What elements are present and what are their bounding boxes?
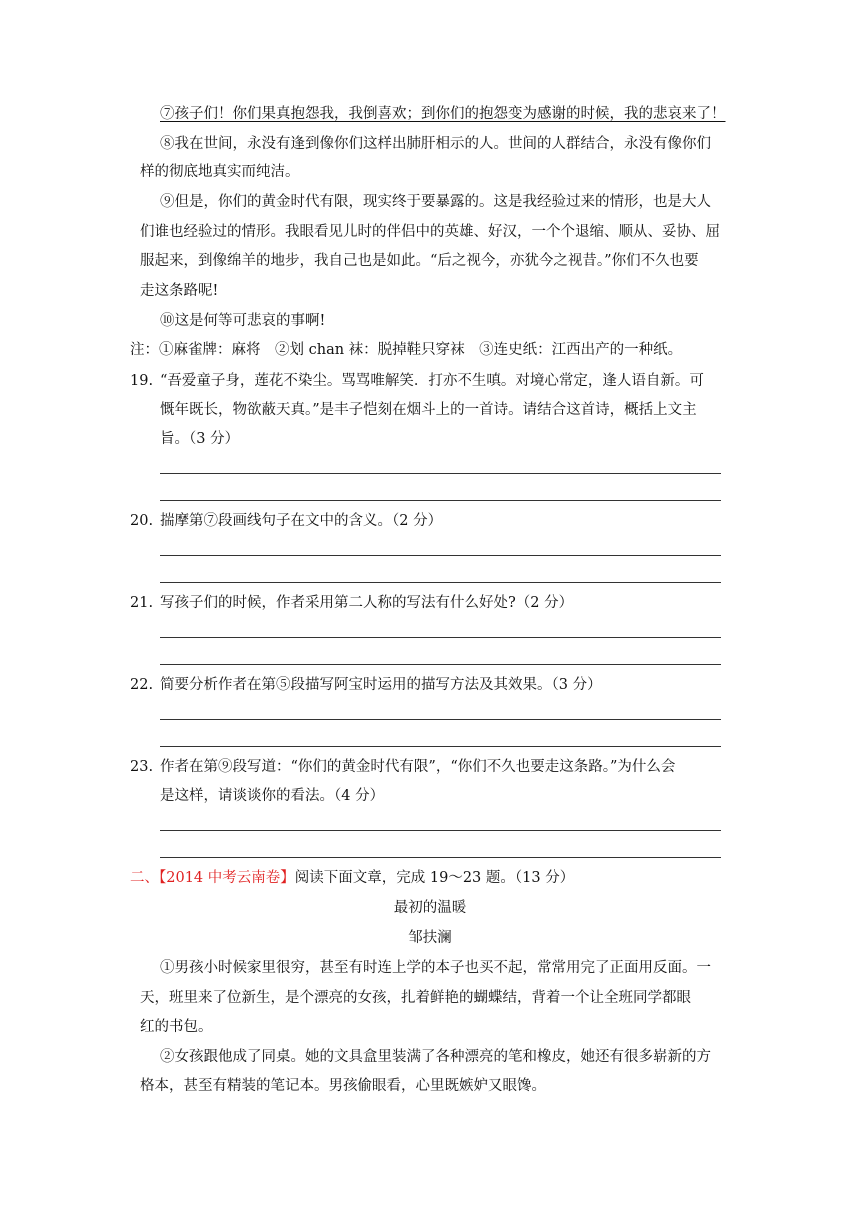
article-paragraph-2-line-1: ②女孩跟他成了同桌。她的文具盒里装满了各种漂亮的笔和橡皮，她还有很多崭新的方 — [160, 1049, 711, 1065]
paragraph-9-line-3: 服起来，到像绵羊的地步，我自己也是如此。“后之视今，亦犹今之视昔。”你们不久也要 — [140, 253, 699, 269]
question-19-number: 19. — [130, 373, 154, 389]
paragraph-8-line-2: 样的彻底地真实而纯洁。 — [140, 164, 300, 180]
question-21-line-1: 写孩子们的时候，作者采用第二人称的写法有什么好处?（2 分） — [160, 595, 574, 611]
paragraph-10: ⑩这是何等可悲哀的事啊! — [160, 313, 326, 329]
article-paragraph-1-line-1: ①男孩小时候家里很穷，甚至有时连上学的本子也买不起，常常用完了正面用反面。一 — [160, 960, 711, 976]
question-22-number: 22. — [130, 677, 154, 693]
answer-line-23-b[interactable] — [160, 857, 721, 858]
section-2-prefix: 二、 — [130, 870, 159, 886]
section-2-source: 【2014 中考云南卷】 — [159, 870, 295, 886]
answer-line-19-a[interactable] — [160, 473, 721, 474]
question-23-line-2: 是这样，请谈谈你的看法。（4 分） — [160, 788, 385, 804]
section-2-heading — [130, 868, 730, 888]
article-paragraph-1-line-2: 天，班里来了位新生，是个漂亮的女孩，扎着鲜艳的蝴蝶结，背着一个让全班同学都眼 — [140, 990, 691, 1006]
answer-line-23-a[interactable] — [160, 830, 721, 831]
section-2-instruction: 阅读下面文章，完成 19～23 题。（13 分） — [294, 870, 575, 886]
article-paragraph-1-line-3: 红的书包。 — [140, 1019, 213, 1035]
paragraph-9-line-1: ⑨但是，你们的黄金时代有限，现实终于要暴露的。这是我经验过来的情形，也是大人 — [160, 194, 711, 210]
question-23-number: 23. — [130, 759, 154, 775]
question-19-line-2: 慨年既长，物欲蔽天真。”是丰子恺刻在烟斗上的一首诗。请结合这首诗，概括上文主 — [160, 402, 697, 418]
answer-line-21-b[interactable] — [160, 664, 721, 665]
article-author: 邹扶澜 — [408, 930, 452, 946]
answer-line-19-b[interactable] — [160, 500, 721, 501]
answer-line-20-a[interactable] — [160, 555, 721, 556]
question-21-number: 21. — [130, 595, 154, 611]
question-20-number: 20. — [130, 513, 154, 529]
answer-line-22-a[interactable] — [160, 719, 721, 720]
paragraph-8-line-1: ⑧我在世间，永没有逢到像你们这样出肺肝相示的人。世间的人群结合，永没有像你们 — [160, 136, 711, 152]
paragraph-9-line-2: 们谁也经验过的情形。我眼看见儿时的伴侣中的英雄、好汉，一个个退缩、顺从、妥协、屈 — [140, 224, 720, 240]
article-paragraph-2-line-2: 格本，甚至有精装的笔记本。男孩偷眼看，心里既嫉妒又眼馋。 — [140, 1078, 546, 1094]
question-19-line-1: “吾爱童子身，莲花不染尘。骂骂唯解笑．打亦不生嗔。对境心常定，逢人语自新。可 — [160, 373, 704, 389]
question-23-line-1: 作者在第⑨段写道：“你们的黄金时代有限”，“你们不久也要走这条路。”为什么会 — [160, 759, 676, 775]
paragraph-7-underlined: ⑦孩子们！你们果真抱怨我，我倒喜欢；到你们的抱怨变为感谢的时候，我的悲哀来了！ — [160, 106, 726, 122]
question-19-line-3: 旨。（3 分） — [160, 431, 240, 447]
footnote: 注：①麻雀牌：麻将 ②划 chan 袜：脱掉鞋只穿袜 ③连史纸：江西出产的一种纸。 — [130, 342, 683, 358]
question-22-line-1: 简要分析作者在第⑤段描写阿宝时运用的描写方法及其效果。（3 分） — [160, 677, 602, 693]
answer-line-22-b[interactable] — [160, 746, 721, 747]
question-20-line-1: 揣摩第⑦段画线句子在文中的含义。（2 分） — [160, 513, 443, 529]
answer-line-20-b[interactable] — [160, 582, 721, 583]
paragraph-9-line-4: 走这条路呢! — [140, 283, 219, 299]
answer-line-21-a[interactable] — [160, 637, 721, 638]
article-title: 最初的温暖 — [393, 900, 467, 916]
